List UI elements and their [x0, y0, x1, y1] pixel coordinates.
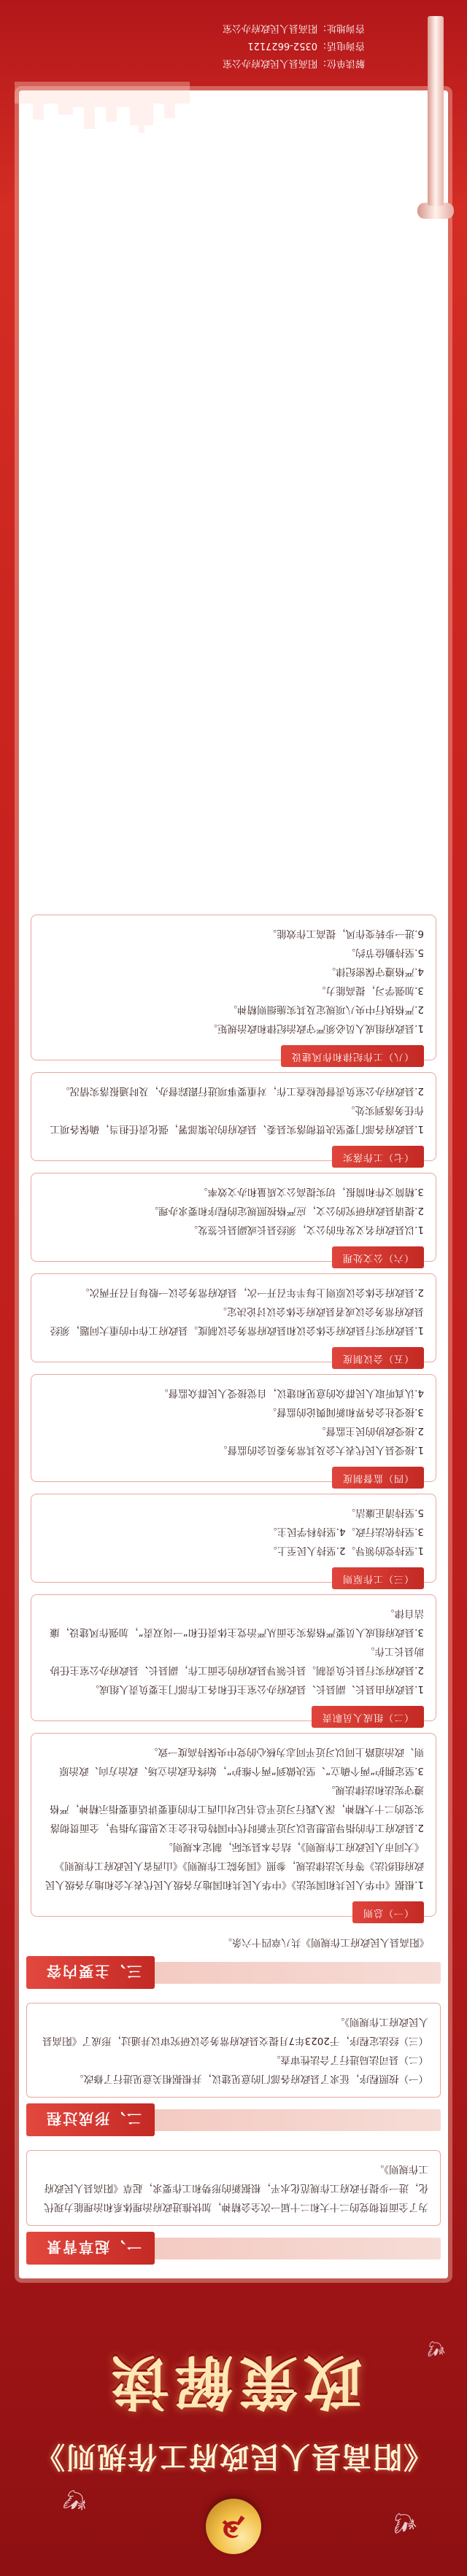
- chapter-line: 2.县政府全体会议原则上每半年召开一次，县政府常务会议一般每月召开两次。: [80, 1287, 424, 1298]
- chapter-line: 1.县政府实行县政府全体会议和县政府常务会议制度。县政府工作中的重大问题，须经县政府常务会议或者县政府全体会议讨论决定。: [50, 1306, 424, 1336]
- paragraph: （一）按照程序，征求了县政府各部门的意见建议，并根据相关意见进行了修改。: [74, 2073, 428, 2084]
- chapter-general: [31, 1733, 436, 1917]
- section-tag: 三、主要内容: [26, 1957, 155, 1990]
- chapter-line: 3.县政府组成人员要严格落实全面从严治党主体责任和“一岗双责”，加强作风建设，廉洁自律。: [50, 1607, 424, 1638]
- footer-address: 咨询地址：阳高县人民政府办公室: [222, 23, 365, 34]
- chapter-line: 1.接受县人民代表大会及其常务委员会的监督。: [217, 1444, 424, 1456]
- chapter-line: 3.加强学习，提高能力。: [316, 985, 424, 996]
- section-tag: 一、起草背景: [26, 2232, 155, 2265]
- dove-icon: 🕊: [62, 2486, 89, 2513]
- party-emblem-icon: ☭: [206, 2499, 261, 2554]
- section-tag: 二、形成过程: [26, 2104, 155, 2137]
- section-intro: 《阳高县人民政府工作规则》共八章四十六条。: [222, 1936, 429, 1948]
- city-skyline-icon: [15, 82, 190, 147]
- dove-icon: 🕊: [390, 2507, 418, 2535]
- page-footer: [0, 0, 467, 82]
- chapter-implementation: [31, 1072, 436, 1161]
- chapter-discipline: [31, 915, 436, 1060]
- paragraph: （二）县司法局进行了合法性审查。: [271, 2054, 428, 2065]
- footer-info: [223, 19, 365, 71]
- section-header: [26, 2103, 441, 2137]
- chapter-supervision: [31, 1374, 436, 1482]
- section-background: [26, 2150, 441, 2265]
- document-subtitle: 政策解读: [105, 2348, 362, 2416]
- chapter-line: 5.坚持勤俭节约。: [345, 947, 424, 958]
- chapter-line: 4.认真听取人民群众的意见和建议，自觉接受人民群众监督。: [158, 1387, 424, 1399]
- chapter-tag: （一）总则: [352, 1901, 424, 1923]
- chapter-line: 1.县政府由县长、副县长、县政府办公室主任和各工作部门主要负责人组成。: [89, 1683, 424, 1695]
- chapter-tag: （八）工作纪律和作风建设: [281, 1045, 424, 1067]
- chapter-line: 2.接受政协的民主监督。: [316, 1425, 424, 1437]
- page-header: [0, 2277, 467, 2576]
- chapter-line: 2.严格执行中央八项规定及其实施细则精神。: [227, 1004, 424, 1015]
- chapter-line: 1.县政府组成人员必须严守政治纪律和政治规矩。: [207, 1023, 424, 1034]
- paragraph: 为了全面贯彻党的二十大和二十届一次全会精神，加快推进政府治理体系和治理能力现代化，进一步提升政府工作规范化水平，根据新的形势和工作要求，起草《阳高县人民政府工作规则》。: [44, 2163, 428, 2213]
- chapter-tag: （五）会议制度: [332, 1347, 424, 1369]
- section-header: [26, 1956, 441, 1990]
- chapter-tag: （四）监督制度: [332, 1467, 424, 1489]
- chapter-line: 1.以县政府名义发布的公文，须经县长或副县长签发。: [188, 1224, 424, 1235]
- chapter-meetings: [31, 1273, 436, 1362]
- section-body: [26, 2150, 441, 2226]
- chapter-line: 4.严格遵守保密纪律。: [325, 966, 424, 977]
- chapter-documents: [31, 1173, 436, 1262]
- section-content: [26, 915, 441, 1990]
- chapter-tag: （二）组成人员职责: [312, 1706, 424, 1728]
- section-header: [26, 2232, 441, 2265]
- chapter-tag: （三）工作原则: [332, 1567, 424, 1589]
- chapter-line: 2.提请县政府研究的公文，应严格按照规定的程序和要求办理。: [148, 1205, 424, 1217]
- footer-phone: 咨询电话：0352-6627121: [247, 40, 365, 51]
- chapter-line: 1.根据《中华人民共和国宪法》《中华人民共和国地方各级人民代表大会和地方各级人民政府组织法》等有关法律法规，参照《国务院工作规则》《山西省人民政府工作规则》《大同市人民政府工作规则》，结合本县实际，制定本规则。: [45, 1841, 424, 1890]
- chapter-line: 2.县政府实行县长负责制。县长领导县政府的全面工作，副县长、县政府办公室主任协助县长工作。: [50, 1645, 424, 1676]
- section-body: [26, 2003, 441, 2098]
- chapter-line: 2.县政府办公室负责督促检查工作，对重要事项进行跟踪督办，及时通报落实情况。: [60, 1085, 424, 1097]
- chapter-line: 3.坚定拥护“两个确立”、坚决做到“两个维护”，始终在政治立场、政治方向、政治原则、政治道路上同以习近平同志为核心的党中央保持高度一致。: [59, 1746, 424, 1777]
- chapter-line: 1.坚持党的领导。2.坚持人民至上。: [267, 1545, 424, 1556]
- chapter-line: 1.县政府各部门要坚决贯彻落实县委、县政府的决策部署，强化责任担当，确保各项工作任务落到实处。: [50, 1104, 424, 1135]
- chapter-line: 5.坚持清正廉洁。: [345, 1507, 424, 1518]
- document-title: 《阳高县人民政府工作规则》: [34, 2440, 433, 2474]
- chapter-line: 3.精简文件和简报，切实提高公文质量和办文效率。: [198, 1186, 424, 1198]
- paragraph: （三）经法定程序，于2023年7月提交县政府常务会议研究审议并通过，形成了《阳高县人民政府工作规则》。: [42, 2016, 428, 2047]
- section-process: [26, 2003, 441, 2137]
- chapter-line: 2.县政府工作的指导思想是以习近平新时代中国特色社会主义思想为指导，全面贯彻落实党的二十大精神，深入践行习近平总书记对山西工作的重要讲话重要指示精神，严格遵守宪法和法律法规。: [50, 1784, 424, 1834]
- chapter-line: 3.接受社会各界和新闻舆论的监督。: [266, 1406, 424, 1418]
- chapter-line: 3.坚持依法行政。4.坚持科学民主。: [267, 1526, 424, 1537]
- content-panel: [19, 90, 448, 2278]
- chapter-tag: （七）工作落实: [332, 1146, 424, 1168]
- dove-icon: 🕊: [425, 2338, 447, 2359]
- chapter-principles: [31, 1494, 436, 1583]
- chapter-line: 6.进一步转变作风，提高工作效能。: [266, 928, 424, 939]
- chapter-tag: （六）公文处理: [332, 1246, 424, 1268]
- chapter-duties: [31, 1594, 436, 1721]
- footer-unit: 解读单位：阳高县人民政府办公室: [222, 58, 365, 69]
